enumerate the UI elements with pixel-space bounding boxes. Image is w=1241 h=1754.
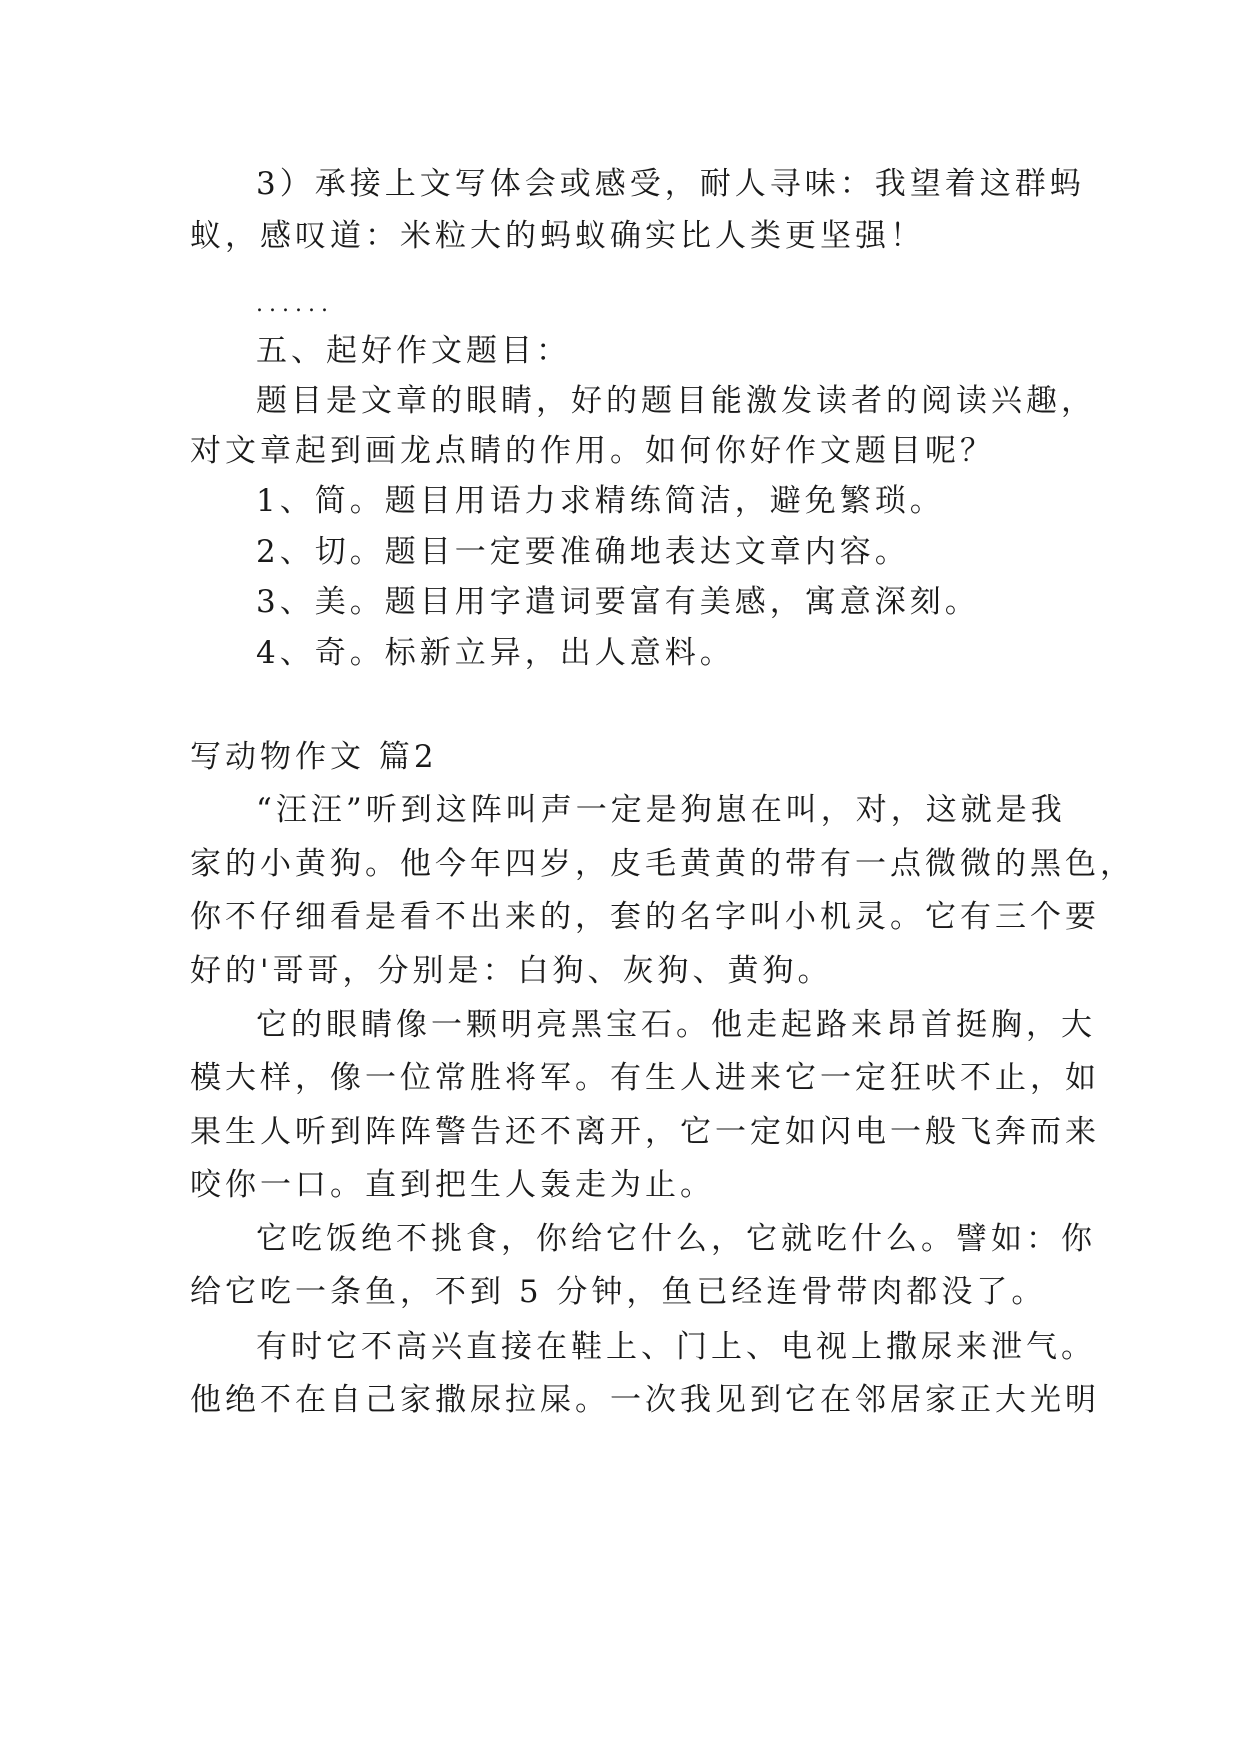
paragraph-line: 咬你一口。直到把生人轰走为止。: [190, 1167, 715, 1203]
para3-line-2: 蚁，感叹道：米粒大的蚂蚁确实比人类更坚强！: [190, 218, 925, 254]
paragraph-line: 果生人听到阵阵警告还不离开，它一定如闪电一般飞奔而来: [190, 1114, 1100, 1150]
article-title: 写动物作文 篇2: [190, 739, 438, 775]
section-heading-5: 五、起好作文题目：: [256, 333, 571, 369]
paragraph-line: 模大样，像一位常胜将军。有生人进来它一定狂吠不止，如: [190, 1060, 1100, 1096]
para3-line-1: 3）承接上文写体会或感受，耐人寻味：我望着这群蚂: [256, 166, 1085, 202]
list-item-4: 4、奇。标新立异，出人意料。: [256, 635, 735, 671]
ellipsis: ......: [256, 292, 334, 317]
list-item-2: 2、切。题目一定要准确地表达文章内容。: [256, 534, 910, 570]
paragraph-line: “汪汪”听到这阵叫声一定是狗崽在叫，对，这就是我: [256, 792, 1066, 828]
paragraph-line: 它的眼睛像一颗明亮黑宝石。他走起路来昂首挺胸，大: [256, 1007, 1096, 1043]
intro-line-1: 题目是文章的眼睛，好的题目能激发读者的阅读兴趣，: [256, 383, 1096, 419]
intro-line-2: 对文章起到画龙点睛的作用。如何你好作文题目呢？: [190, 433, 995, 469]
paragraph-line: 好的'哥哥，分别是：白狗、灰狗、黄狗。: [190, 953, 833, 989]
paragraph-line: 他绝不在自己家撒尿拉屎。一次我见到它在邻居家正大光明: [190, 1382, 1100, 1418]
paragraph-line: 给它吃一条鱼，不到 5 分钟，鱼已经连骨带肉都没了。: [190, 1274, 1047, 1310]
list-item-1: 1、简。题目用语力求精练简洁，避免繁琐。: [256, 483, 945, 519]
paragraph-line: 家的小黄狗。他今年四岁，皮毛黄黄的带有一点微微的黑色，: [190, 846, 1135, 882]
list-item-3: 3、美。题目用字遣词要富有美感，寓意深刻。: [256, 584, 980, 620]
paragraph-line: 它吃饭绝不挑食，你给它什么，它就吃什么。譬如：你: [256, 1221, 1096, 1257]
paragraph-line: 你不仔细看是看不出来的，套的名字叫小机灵。它有三个要: [190, 899, 1100, 935]
paragraph-line: 有时它不高兴直接在鞋上、门上、电视上撒尿来泄气。: [256, 1329, 1096, 1365]
